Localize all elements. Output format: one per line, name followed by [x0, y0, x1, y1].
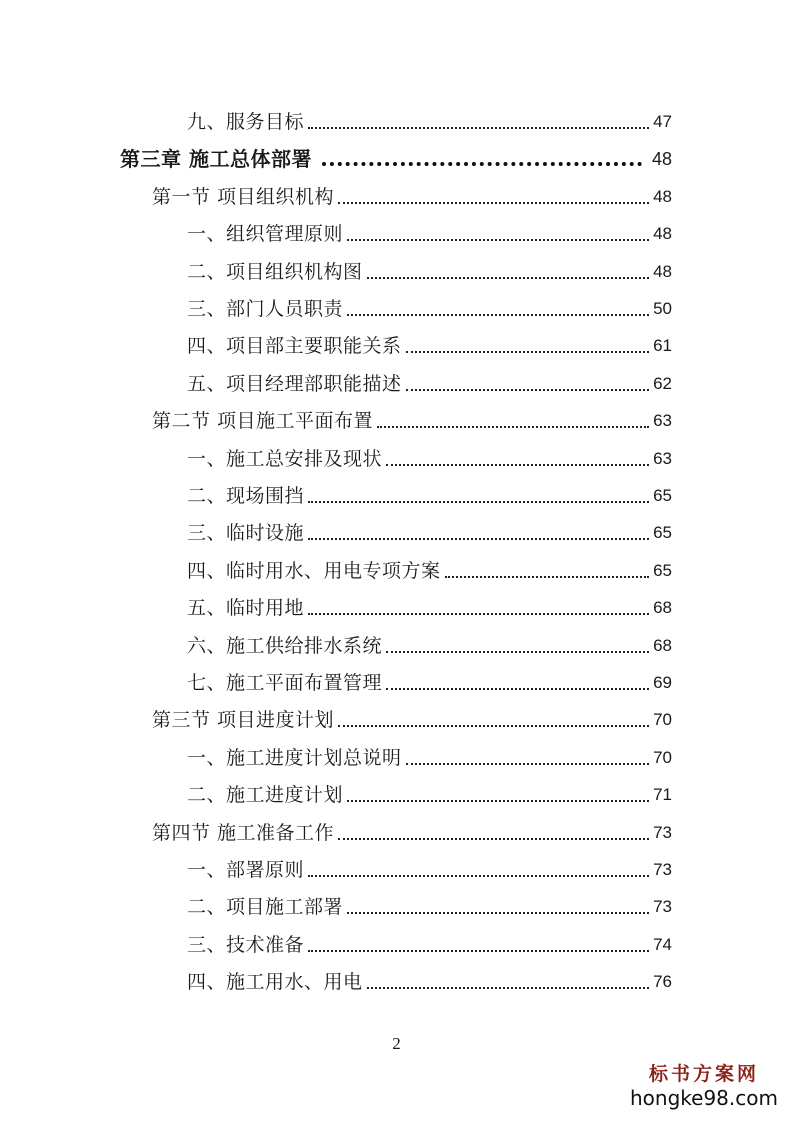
toc-entry-page: 48 — [653, 186, 672, 206]
dot-leader — [347, 800, 649, 802]
toc-entry-label: 第三章 施工总体部署 — [120, 147, 312, 172]
toc-entry-page: 48 — [651, 149, 672, 170]
toc-entry-page: 61 — [653, 336, 672, 356]
toc-entry-page: 48 — [653, 224, 672, 244]
page-number: 2 — [392, 1034, 401, 1053]
toc-entry-page: 50 — [653, 299, 672, 318]
toc-entry-item[interactable] — [187, 964, 672, 994]
dot-leader — [338, 725, 649, 727]
toc-entry-item[interactable] — [187, 590, 672, 620]
toc-entry-page: 70 — [653, 710, 672, 730]
dot-leader — [308, 950, 649, 952]
toc-entry-label: 第一节 项目组织机构 — [152, 185, 335, 208]
toc-entry-item[interactable] — [187, 665, 672, 695]
dot-leader — [386, 651, 649, 653]
toc-entry-page: 69 — [653, 673, 672, 692]
toc-entry-section[interactable] — [152, 179, 672, 209]
toc-entry-item[interactable] — [187, 104, 672, 134]
dot-leader — [347, 912, 649, 914]
toc-entry-item[interactable] — [187, 478, 672, 508]
dot-leader — [322, 162, 642, 166]
toc-entry-page: 47 — [653, 112, 672, 131]
toc-entry-item[interactable] — [187, 441, 672, 471]
toc-entry-page: 73 — [653, 897, 672, 917]
dot-leader — [338, 838, 649, 840]
toc-entry-label: 一、施工进度计划总说明 — [187, 746, 402, 769]
toc-entry-page: 63 — [653, 448, 672, 468]
toc-entry-label: 一、组织管理原则 — [187, 223, 344, 246]
toc-entry-label: 二、现场围挡 — [187, 485, 305, 507]
toc-entry-page: 68 — [653, 598, 672, 618]
toc-entry-page: 76 — [653, 972, 672, 992]
dot-leader — [308, 875, 649, 877]
toc-entry-item[interactable] — [187, 852, 672, 882]
toc-entry-item[interactable] — [187, 216, 672, 246]
toc-entry-page: 62 — [653, 373, 672, 393]
toc-entry-label: 四、项目部主要职能关系 — [187, 335, 402, 358]
toc-entry-section[interactable] — [152, 403, 672, 433]
dot-leader — [308, 538, 649, 540]
toc-entry-label: 一、施工总安排及现状 — [187, 447, 383, 470]
toc-entry-item[interactable] — [187, 889, 672, 919]
toc-entry-item[interactable] — [187, 254, 672, 284]
toc-entry-label: 七、施工平面布置管理 — [187, 672, 383, 694]
toc-entry-item[interactable] — [187, 366, 672, 396]
dot-leader — [406, 763, 650, 765]
toc-entry-page: 68 — [653, 635, 672, 655]
toc-entry-item[interactable] — [187, 628, 672, 658]
toc-entry-label: 二、施工进度计划 — [187, 784, 344, 807]
toc-entry-section[interactable] — [152, 702, 672, 732]
toc-entry-label: 三、技术准备 — [187, 933, 305, 956]
dot-leader — [386, 688, 649, 690]
toc-entry-label: 六、施工供给排水系统 — [187, 634, 383, 657]
watermark — [629, 1062, 779, 1110]
watermark-name: 标书方案网 — [648, 1063, 759, 1085]
watermark-url: hongke98.com — [630, 1086, 778, 1110]
dot-leader — [347, 239, 649, 241]
dot-leader — [377, 426, 649, 428]
toc-entry-label: 四、施工用水、用电 — [187, 971, 363, 994]
toc-entry-page: 65 — [653, 486, 672, 505]
toc-entry-page: 73 — [653, 822, 672, 842]
dot-leader — [308, 127, 649, 129]
toc-entry-label: 三、部门人员职责 — [187, 298, 344, 320]
dot-leader — [338, 202, 649, 204]
toc-entry-label: 二、项目组织机构图 — [187, 260, 363, 283]
toc-entry-page: 65 — [653, 560, 672, 580]
toc-entry-label: 三、临时设施 — [187, 522, 305, 545]
toc-entry-label: 二、项目施工部署 — [187, 896, 344, 919]
dot-leader — [406, 389, 650, 391]
dot-leader — [367, 277, 650, 279]
dot-leader — [347, 314, 649, 316]
toc-entry-page: 73 — [653, 860, 672, 879]
dot-leader — [367, 987, 650, 989]
dot-leader — [308, 501, 649, 503]
toc-entry-page: 63 — [653, 411, 672, 431]
toc-entry-label: 五、项目经理部职能描述 — [187, 372, 402, 395]
toc-entry-label: 四、临时用水、用电专项方案 — [187, 559, 441, 582]
toc-entry-item[interactable] — [187, 328, 672, 358]
dot-leader — [406, 351, 650, 353]
toc-entry-page: 70 — [653, 747, 672, 767]
toc-entry-label: 一、部署原则 — [187, 859, 305, 881]
dot-leader — [445, 576, 650, 578]
toc-entry-item[interactable] — [187, 927, 672, 957]
toc-entry-item[interactable] — [187, 515, 672, 545]
toc-entry-label: 第四节 施工准备工作 — [152, 821, 335, 844]
toc-entry-item[interactable] — [187, 740, 672, 770]
toc-entry-item[interactable] — [187, 291, 672, 321]
toc-entry-item[interactable] — [187, 553, 672, 583]
toc-entry-chapter[interactable] — [120, 141, 672, 171]
dot-leader — [308, 613, 649, 615]
toc-entry-page: 71 — [653, 785, 672, 805]
toc-entry-section[interactable] — [152, 815, 672, 845]
toc-entry-item[interactable] — [187, 777, 672, 807]
dot-leader — [386, 464, 649, 466]
toc-entry-page: 65 — [653, 523, 672, 543]
toc-entry-page: 48 — [653, 261, 672, 281]
toc-entry-label: 九、服务目标 — [187, 111, 305, 133]
toc-entry-page: 74 — [653, 934, 672, 954]
toc-entry-label: 第三节 项目进度计划 — [152, 709, 335, 732]
toc-entry-label: 五、临时用地 — [187, 597, 305, 620]
toc-entry-label: 第二节 项目施工平面布置 — [152, 410, 374, 433]
